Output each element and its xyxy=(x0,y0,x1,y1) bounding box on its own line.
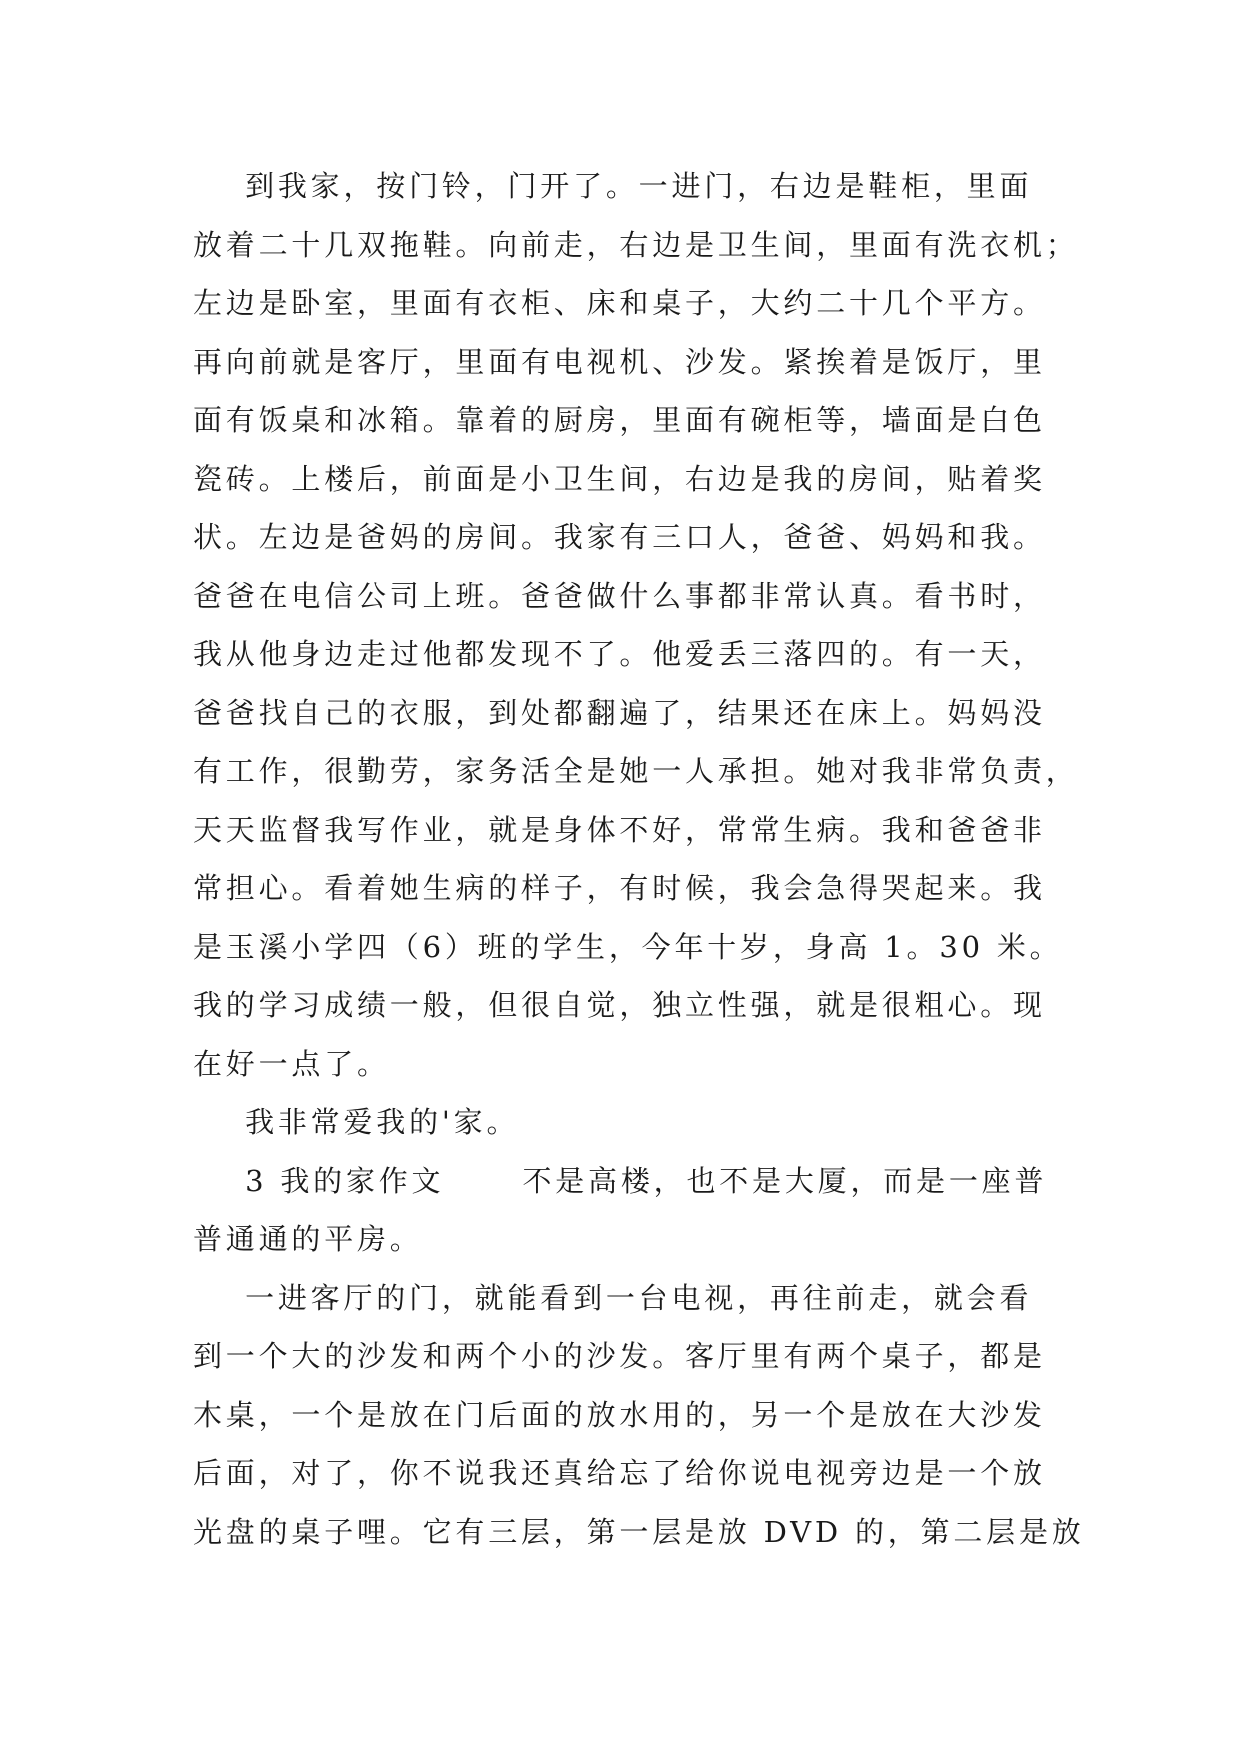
text-line: 木桌，一个是放在门后面的放水用的，另一个是放在大沙发 xyxy=(193,1397,1046,1432)
text-line: 天天监督我写作业，就是身体不好，常常生病。我和爸爸非 xyxy=(193,812,1046,847)
text-line: 光盘的桌子哩。它有三层，第一层是放 DVD 的，第二层是放 xyxy=(193,1514,1085,1549)
text-line: 状。左边是爸妈的房间。我家有三口人，爸爸、妈妈和我。 xyxy=(193,520,1046,554)
text-line: 在好一点了。 xyxy=(193,1046,390,1081)
text-line: 3 我的家作文 不是高楼，也不是大厦，而是一座普 xyxy=(193,1163,1048,1198)
text-line: 常担心。看着她生病的样子，有时候，我会急得哭起来。我 xyxy=(193,871,1046,905)
text-line: 左边是卧室，里面有衣柜、床和桌子，大约二十几个平方。 xyxy=(193,286,1046,320)
text-line: 我从他身边走过他都发现不了。他爱丢三落四的。有一天， xyxy=(193,637,1046,671)
text-line: 我的学习成绩一般，但很自觉，独立性强，就是很粗心。现 xyxy=(193,988,1046,1022)
text-line: 放着二十几双拖鞋。向前走，右边是卫生间，里面有洗衣机； xyxy=(193,227,1079,262)
text-line: 后面，对了，你不说我还真给忘了给你说电视旁边是一个放 xyxy=(193,1456,1046,1490)
text-line: 一进客厅的门，就能看到一台电视，再往前走，就会看 xyxy=(193,1280,1033,1315)
text-line: 是玉溪小学四（6）班的学生，今年十岁，身高 1。30 米。 xyxy=(193,929,1063,964)
text-line: 普通通的平房。 xyxy=(193,1222,423,1256)
essay-body xyxy=(193,157,1085,1561)
text-line: 瓷砖。上楼后，前面是小卫生间，右边是我的房间，贴着奖 xyxy=(193,461,1046,496)
text-line: 面有饭桌和冰箱。靠着的厨房，里面有碗柜等，墙面是白色 xyxy=(193,403,1046,437)
text-line: 爸爸在电信公司上班。爸爸做什么事都非常认真。看书时， xyxy=(193,578,1046,613)
text-line: 再向前就是客厅，里面有电视机、沙发。紧挨着是饭厅，里 xyxy=(193,344,1046,379)
text-line: 到我家，按门铃，门开了。一进门，右边是鞋柜，里面 xyxy=(193,169,1033,203)
text-line: 有工作，很勤劳，家务活全是她一人承担。她对我非常负责， xyxy=(193,754,1079,788)
text-line: 我非常爱我的'家。 xyxy=(193,1105,520,1139)
text-line: 到一个大的沙发和两个小的沙发。客厅里有两个桌子，都是 xyxy=(193,1339,1046,1373)
text-line: 爸爸找自己的衣服，到处都翻遍了，结果还在床上。妈妈没 xyxy=(193,695,1046,730)
